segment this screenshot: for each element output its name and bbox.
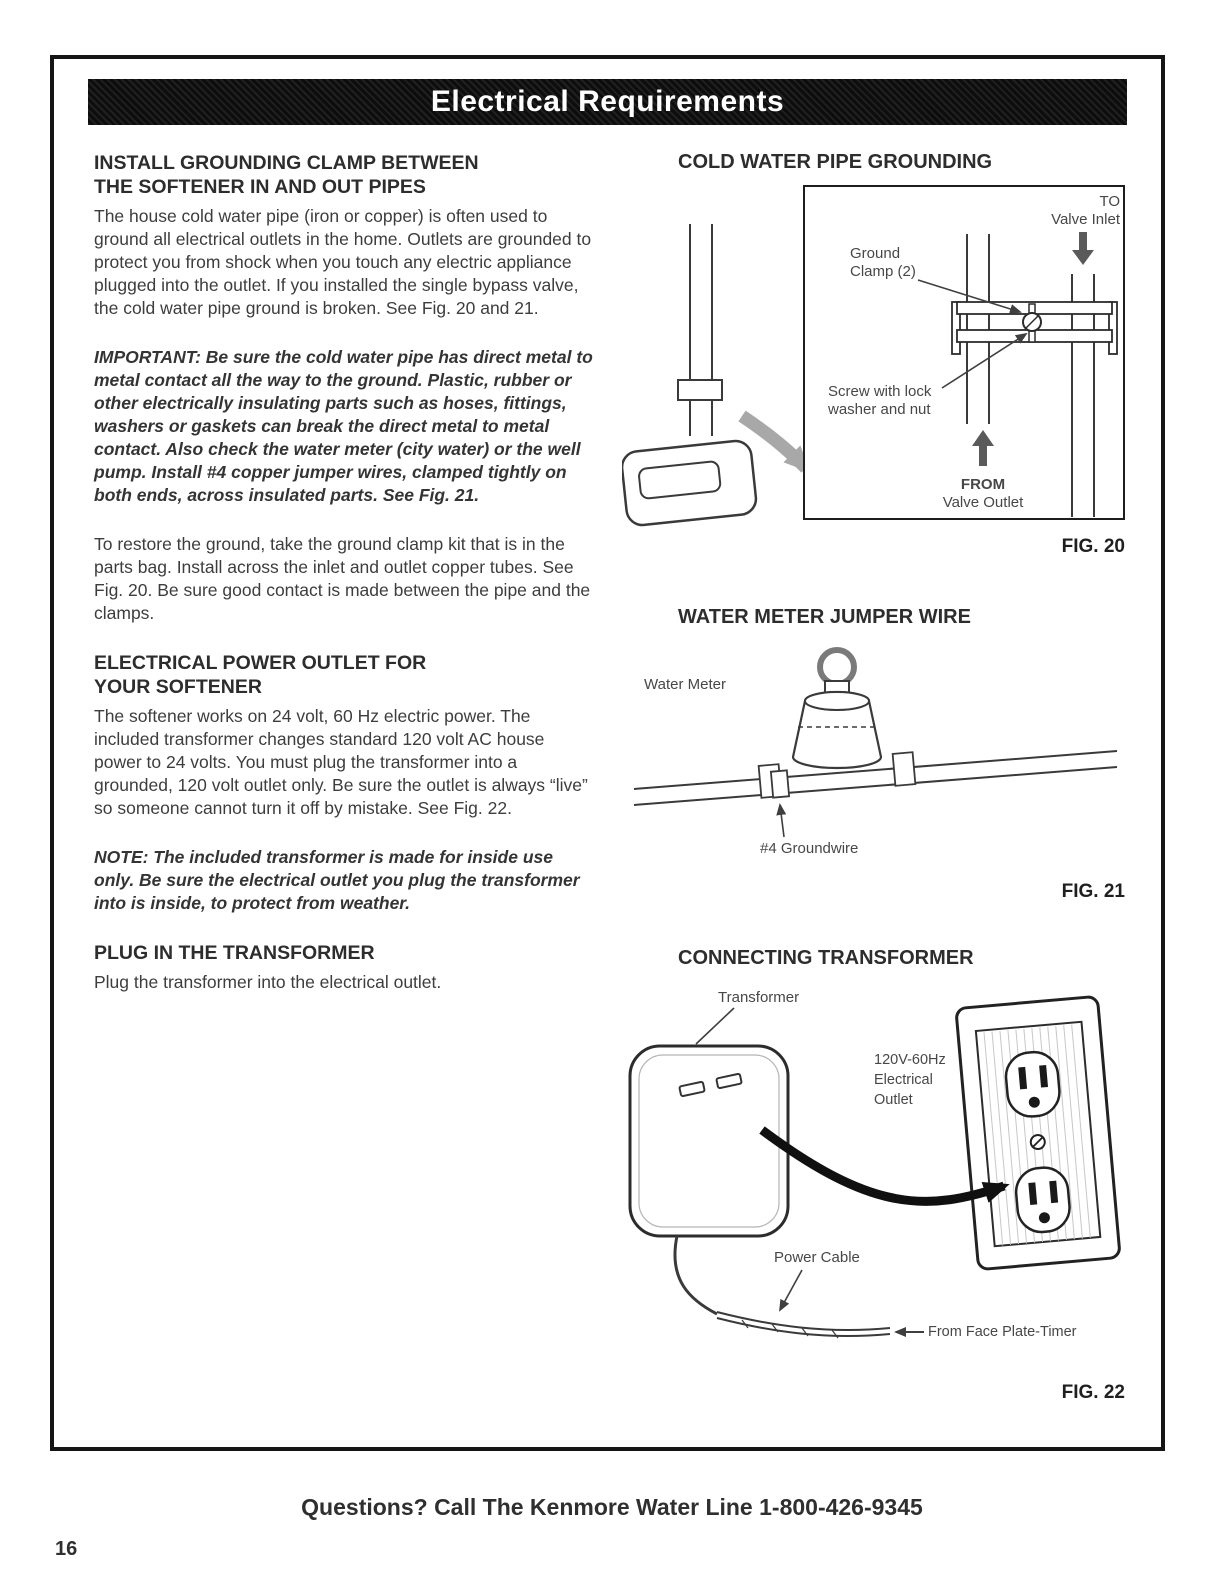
heading-line: ELECTRICAL POWER OUTLET FOR — [94, 652, 427, 674]
fig20-label-valve-outlet: Valve Outlet — [942, 494, 1024, 511]
fig20-label-clamp2: Clamp (2) — [850, 263, 916, 280]
jumper-wire-loop — [820, 650, 854, 684]
leader-line — [696, 1008, 734, 1044]
fig20-heading: COLD WATER PIPE GROUNDING — [678, 151, 993, 173]
fig20-label-valve-inlet: Valve Inlet — [1051, 211, 1120, 228]
two-column-layout — [54, 125, 1161, 1404]
section-heading-power-outlet — [94, 651, 594, 699]
fig22-label-outlet3: Outlet — [874, 1092, 913, 1108]
fig21-label-groundwire: #4 Groundwire — [760, 840, 859, 857]
paragraph-restore-ground: To restore the ground, take the ground clamp kit that is in the parts bag. Install across the inlet and outlet copper tubes. See Fig. 20. Be sure good contact is made between the pipe and the clamps. — [94, 534, 591, 623]
fig22-figure — [622, 980, 1127, 1380]
page-frame — [50, 55, 1165, 1451]
figure-column — [622, 151, 1127, 1404]
electrical-outlet — [956, 996, 1120, 1269]
fig22-label-outlet1: 120V-60Hz — [874, 1052, 946, 1068]
paragraph-grounding-intro: The house cold water pipe (iron or copper) is often used to ground all electrical outlets in the home. Outlets are grounded to protect you from shock when you touch any electric appliance plugged into the outlet. If you installed the single bypass valve, the cold water pipe ground is broken. See Fig. 20 and 21. — [94, 206, 592, 318]
page-number: 16 — [55, 1538, 78, 1560]
paragraph-plug-in: Plug the transformer into the electrical outlet. — [94, 972, 442, 992]
fig22-caption: FIG. 22 — [1061, 1382, 1125, 1403]
fig21-heading: WATER METER JUMPER WIRE — [678, 606, 971, 628]
fig20-label-screw2: washer and nut — [828, 401, 931, 418]
fig22-label-outlet2: Electrical — [874, 1072, 933, 1088]
text-column — [94, 151, 594, 1404]
paragraph-important: IMPORTANT: Be sure the cold water pipe has direct metal to metal contact all the way to the ground. Plastic, rubber or other electrically insulating parts such as hoses, fittings, washers or gaskets can break the direct metal to metal contact. Also check the water meter (city water) or the well pump. Install #4 copper jumper wires, clamped tightly on both ends, across insulated parts. See Fig. 21. — [94, 347, 593, 505]
fig22-label-power-cable: Power Cable — [774, 1249, 860, 1266]
paragraph-power-outlet: The softener works on 24 volt, 60 Hz electric power. The included transformer changes standard 120 volt AC house power to 24 volts. You must plug the transformer into a grounded, 120 volt outlet only. Be sure the outlet is always “live” so someone cannot turn it off by mistake. See Fig. 22. — [94, 706, 588, 818]
fig21-label-water-meter: Water Meter — [644, 676, 726, 693]
page-title-bar — [88, 79, 1127, 125]
receptacle-upper — [1004, 1050, 1061, 1118]
water-meter-body — [793, 681, 881, 768]
fig20-label-ground: Ground — [850, 245, 901, 262]
transformer — [630, 1046, 788, 1236]
fig22-diagram — [622, 980, 1127, 1375]
softener-controller — [622, 439, 758, 526]
section-heading-grounding-clamp — [94, 151, 594, 199]
page-title: Electrical Requirements — [430, 85, 785, 118]
fig21-diagram — [622, 639, 1127, 874]
fig20-label-from: FROM — [960, 476, 1006, 493]
leader-line — [780, 805, 784, 837]
receptacle-lower — [1014, 1166, 1071, 1234]
heading-line: YOUR SOFTENER — [94, 676, 262, 698]
fig22-heading: CONNECTING TRANSFORMER — [678, 947, 974, 969]
fig20-label-screw1: Screw with lock — [828, 383, 932, 400]
fig20-border-box — [804, 186, 1124, 519]
heading-line: THE SOFTENER IN AND OUT PIPES — [94, 176, 426, 198]
fig22-label-face-plate: From Face Plate-Timer — [928, 1324, 1077, 1340]
leader-line — [780, 1270, 802, 1310]
fig22-label-transformer: Transformer — [718, 989, 800, 1006]
bypass-pipes — [678, 224, 722, 436]
fig20-label-to: TO — [1099, 193, 1120, 210]
heading-line: INSTALL GROUNDING CLAMP BETWEEN — [94, 152, 479, 174]
fig20-caption: FIG. 20 — [1061, 536, 1125, 557]
faceplate-screw — [1030, 1134, 1045, 1149]
fig20-figure — [622, 184, 1127, 534]
fig20-diagram — [622, 184, 1127, 529]
section-heading-plug-in: PLUG IN THE TRANSFORMER — [94, 942, 375, 964]
fig21-caption: FIG. 21 — [1061, 881, 1125, 902]
paragraph-note: NOTE: The included transformer is made for inside use only. Be sure the electrical outlet you plug the transformer into is inside, to protect from weather. — [94, 847, 580, 913]
footer-helpline: Questions? Call The Kenmore Water Line 1-800-426-9345 — [301, 1494, 923, 1520]
fig21-figure — [622, 639, 1127, 879]
